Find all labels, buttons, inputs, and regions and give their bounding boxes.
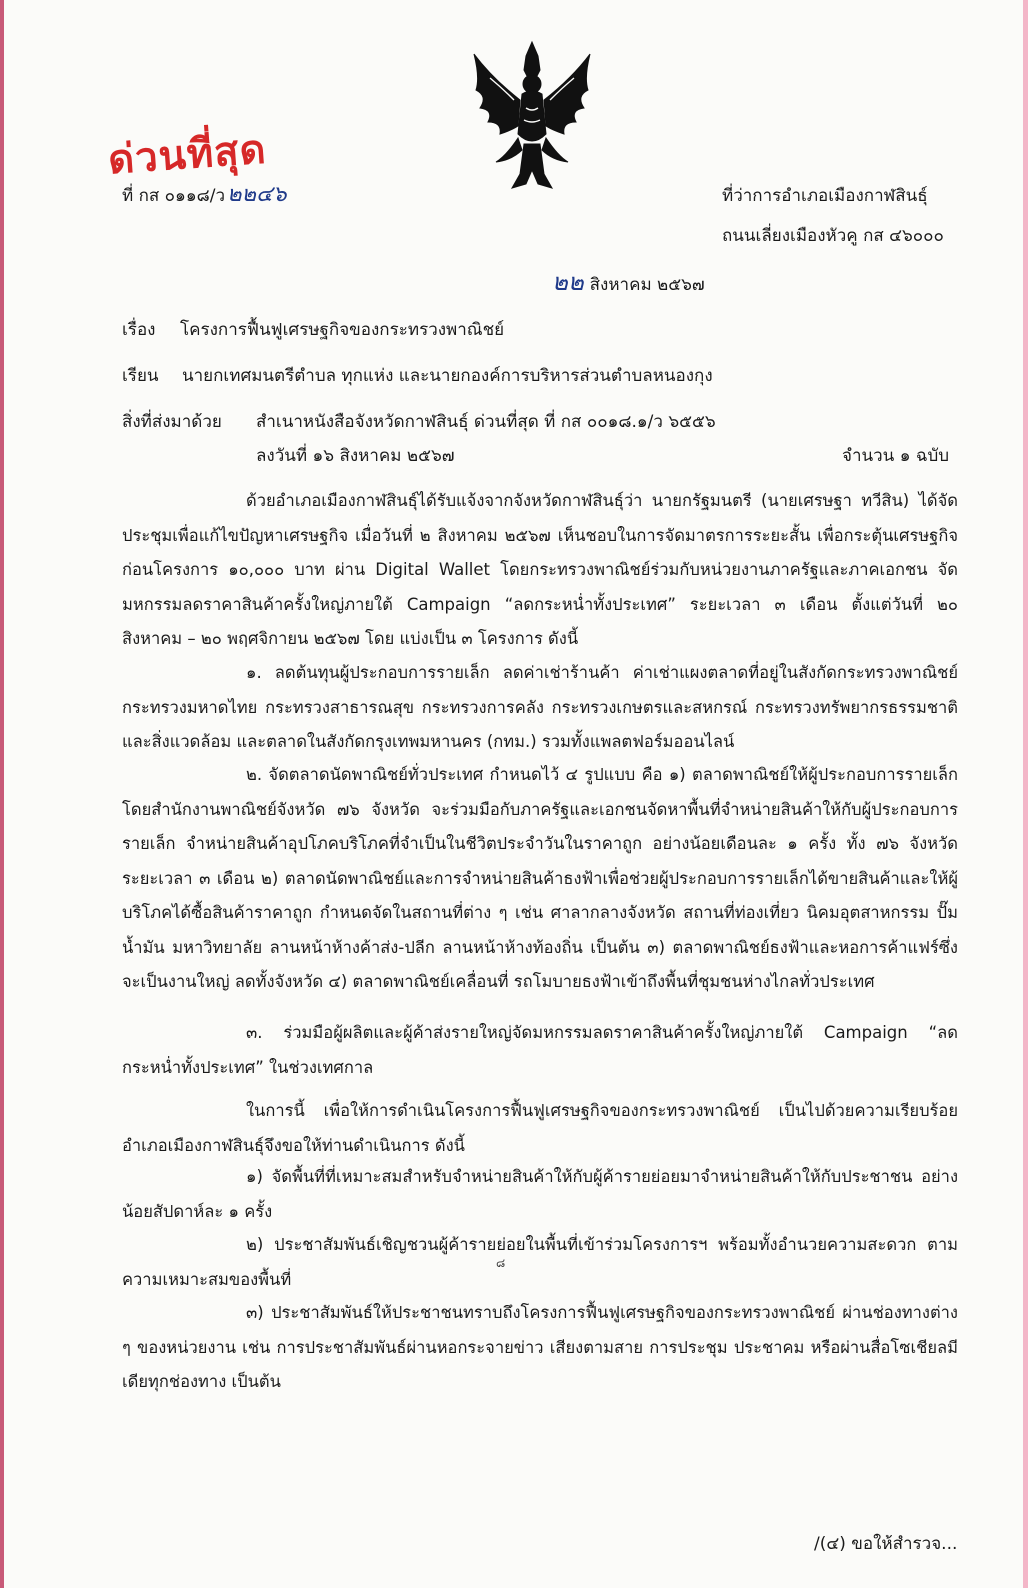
recipient-text: นายกเทศมนตรีตำบล ทุกแห่ง และนายกองค์การบริหารส่วนตำบลหนองกุง [182, 366, 713, 386]
body-paragraph-2: ในการนี้ เพื่อให้การดำเนินโครงการฟื้นฟูเศรษฐกิจของกระทรวงพาณิชย์ เป็นไปด้วยความเรียบร้อย อำเภอเมืองกาฬสินธุ์จึงขอให้ท่านดำเนินการ ดังนี้ [122, 1101, 958, 1155]
office-address [722, 176, 944, 256]
scan-edge-right [1023, 0, 1028, 1588]
body-item-1: ๑. ลดต้นทุนผู้ประกอบการรายเล็ก ลดค่าเช่าร้านค้า ค่าเช่าแผงตลาดที่อยู่ในสังกัดกระทรวงพาณิชย์ กระทรวงมหาดไทย กระทรวงสาธารณสุข กระทรวงการคลัง กระทรวงเกษตรและสหกรณ์ กระทรวงทรัพยากรธรรมชาติและสิ่งแวดล้อม และตลาดในสังกัดกรุงเทพมหานคร (กทม.) รวมทั้งแพลตฟอร์มออนไลน์ [122, 663, 958, 751]
office-line-2: ถนนเลี่ยงเมืองหัวคู กส ๔๖๐๐๐ [722, 226, 944, 246]
recipient-line [122, 362, 713, 389]
action-item-3: ๓) ประชาสัมพันธ์ให้ประชาชนทราบถึงโครงการฟื้นฟูเศรษฐกิจของกระทรวงพาณิชย์ ผ่านช่องทางต่าง ๆ ของหน่วยงาน เช่น การประชาสัมพันธ์ผ่านหอกระจายข่าว เสียงตามสาย การประชุม ประชาคม หรือผ่านสื่อโซเชียลมีเดียทุกช่องทาง เป็นต้น [122, 1303, 958, 1391]
office-line-1: ที่ว่าการอำเภอเมืองกาฬสินธุ์ [722, 186, 928, 206]
date-text: สิงหาคม ๒๕๖๗ [589, 275, 705, 295]
enclosure-text: สำเนาหนังสือจังหวัดกาฬสินธุ์ ด่วนที่สุด ที่ กส ๐๐๑๘.๑/ว ๖๕๕๖ [256, 412, 716, 432]
enclosure-line [122, 408, 716, 435]
garuda-emblem-icon [466, 38, 598, 198]
subject-line [122, 316, 504, 343]
body-item-2: ๒. จัดตลาดนัดพาณิชย์ทั่วประเทศ กำหนดไว้ ๔ รูปแบบ คือ ๑) ตลาดพาณิชย์ให้ผู้ประกอบการรายเล็ก โดยสำนักงานพาณิชย์จังหวัด ๗๖ จังหวัด จะร่วมมือกับภาครัฐและเอกชนจัดหาพื้นที่จำหน่ายสินค้าให้กับผู้ประกอบการรายเล็ก จำหน่ายสินค้าอุปโภคบริโภคที่จำเป็นในชีวิตประจำวันในราคาถูก อย่างน้อยเดือนละ ๑ ครั้ง ทั้ง ๗๖ จังหวัด ระยะเวลา ๓ เดือน ๒) ตลาดนัดพาณิชย์และการจำหน่ายสินค้าธงฟ้าเพื่อช่วยผู้ประกอบการรายเล็กได้ขายสินค้าและให้ผู้บริโภคได้ซื้อสินค้าราคาถูก กำหนดจัดในสถานที่ต่าง ๆ เช่น ศาลากลางจังหวัด สถานที่ท่องเที่ยว นิคมอุตสาหกรรม ปั๊มน้ำมัน มหาวิทยาลัย ลานหน้าห้างค้าส่ง-ปลีก ลานหน้าห้างท้องถิ่น เป็นต้น ๓) ตลาดพาณิชย์ธงฟ้าและหอการค้าแฟร์ซึ่งจะเป็นงานใหญ่ ลดทั้งจังหวัด ๔) ตลาดพาณิชย์เคลื่อนที่ รถโมบายธงฟ้าเข้าถึงพื้นที่ชุมชนห่างไกลทั่วประเทศ [122, 765, 958, 991]
continuation-note: /(๔) ขอให้สำรวจ... [814, 1534, 958, 1554]
stray-mark: ๘ [496, 1256, 506, 1270]
reference-prefix: ที่ กส ๐๑๑๘/ว [122, 186, 226, 206]
subject-text: โครงการฟื้นฟูเศรษฐกิจของกระทรวงพาณิชย์ [180, 320, 505, 340]
subject-label: เรื่อง [122, 320, 156, 340]
document-reference [122, 176, 287, 211]
action-item-2: ๒) ประชาสัมพันธ์เชิญชวนผู้ค้ารายย่อยในพื้นที่เข้าร่วมโครงการฯ พร้อมทั้งอำนวยความสะดวก ตามความเหมาะสมของพื้นที่ [122, 1235, 958, 1289]
action-item-1: ๑) จัดพื้นที่ที่เหมาะสมสำหรับจำหน่ายสินค้าให้กับผู้ค้ารายย่อยมาจำหน่ายสินค้าให้กับประชาชน อย่างน้อยสัปดาห์ละ ๑ ครั้ง [122, 1167, 958, 1221]
enclosure-count: จำนวน ๑ ฉบับ [842, 446, 950, 466]
enclosure-label: สิ่งที่ส่งมาด้วย [122, 412, 222, 432]
reference-number-handwritten: ๒๒๔๖ [227, 182, 287, 207]
date-day-handwritten: ๒๒ [552, 268, 584, 296]
enclosure-date: ลงวันที่ ๑๖ สิงหาคม ๒๕๖๗ [256, 446, 455, 466]
body-item-3: ๓. ร่วมมือผู้ผลิตและผู้ค้าส่งรายใหญ่จัดมหกรรมลดราคาสินค้าครั้งใหญ่ภายใต้ Campaign “ลดกระหน่ำทั้งประเทศ” ในช่วงเทศกาล [122, 1023, 958, 1077]
body-paragraph-1: ด้วยอำเภอเมืองกาฬสินธุ์ได้รับแจ้งจากจังหวัดกาฬสินธุ์ว่า นายกรัฐมนตรี (นายเศรษฐา ทวีสิน) ได้จัดประชุมเพื่อแก้ไขปัญหาเศรษฐกิจ เมื่อวันที่ ๒ สิงหาคม ๒๕๖๗ เห็นชอบในการจัดมาตรการระยะสั้น เพื่อกระตุ้นเศรษฐกิจก่อนโครงการ ๑๐,๐๐๐ บาท ผ่าน Digital Wallet โดยกระทรวงพาณิชย์ร่วมกับหน่วยงานภาครัฐและภาคเอกชน จัดมหกรรมลดราคาสินค้าครั้งใหญ่ภายใต้ Campaign “ลดกระหน่ำทั้งประเทศ” ระยะเวลา ๓ เดือน ตั้งแต่วันที่ ๒๐ สิงหาคม – ๒๐ พฤศจิกายน ๒๕๖๗ โดย แบ่งเป็น ๓ โครงการ ดังนี้ [122, 491, 958, 648]
urgent-stamp: ด่วนที่สุด [106, 126, 269, 184]
scan-edge-left [0, 0, 4, 1588]
recipient-label: เรียน [122, 366, 159, 386]
letter-date [552, 262, 705, 301]
